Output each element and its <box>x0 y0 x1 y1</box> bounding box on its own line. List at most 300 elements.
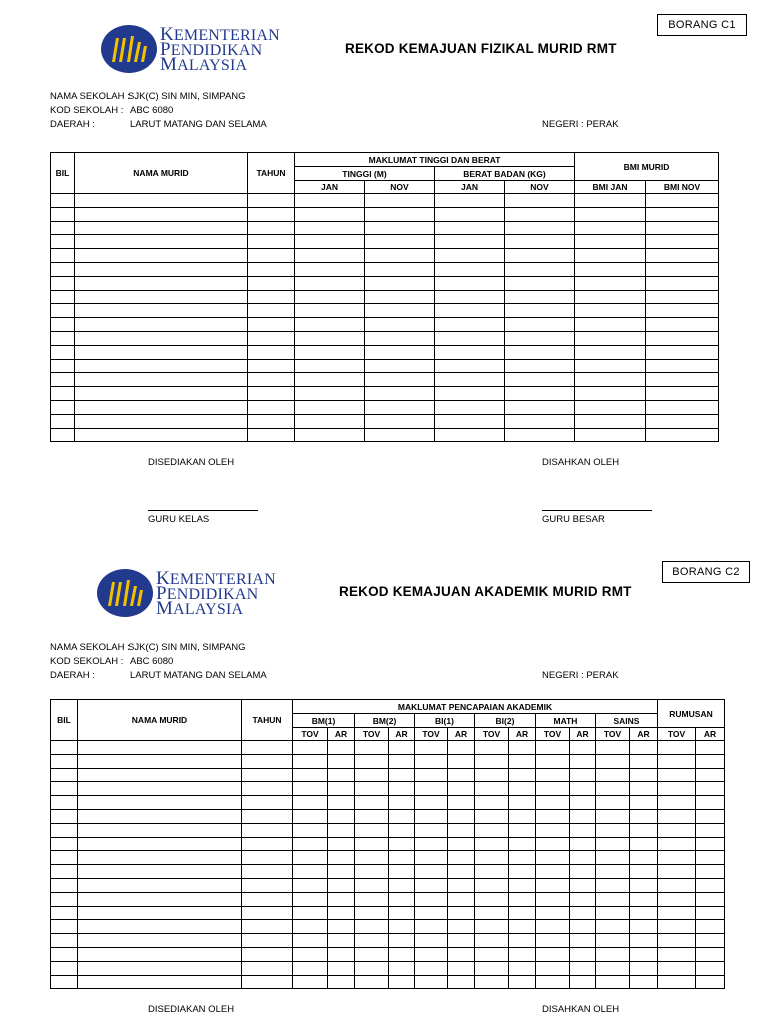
table-cell[interactable] <box>75 400 248 414</box>
table-cell[interactable] <box>415 892 448 906</box>
table-cell[interactable] <box>355 947 389 961</box>
table-cell[interactable] <box>509 837 536 851</box>
table-cell[interactable] <box>448 920 475 934</box>
table-cell[interactable] <box>536 947 570 961</box>
table-cell[interactable] <box>242 741 293 755</box>
table-cell[interactable] <box>242 809 293 823</box>
table-cell[interactable] <box>596 851 630 865</box>
table-cell[interactable] <box>51 796 78 810</box>
table-cell[interactable] <box>435 249 505 263</box>
table-cell[interactable] <box>696 892 725 906</box>
table-cell[interactable] <box>536 823 570 837</box>
table-cell[interactable] <box>415 809 448 823</box>
table-cell[interactable] <box>475 809 509 823</box>
table-cell[interactable] <box>365 428 435 442</box>
table-cell[interactable] <box>293 920 328 934</box>
table-cell[interactable] <box>75 359 248 373</box>
table-cell[interactable] <box>575 304 646 318</box>
table-cell[interactable] <box>242 906 293 920</box>
table-cell[interactable] <box>415 975 448 989</box>
table-cell[interactable] <box>658 920 696 934</box>
table-cell[interactable] <box>78 865 242 879</box>
table-cell[interactable] <box>415 906 448 920</box>
table-cell[interactable] <box>242 934 293 948</box>
table-cell[interactable] <box>696 920 725 934</box>
table-cell[interactable] <box>389 768 415 782</box>
table-cell[interactable] <box>293 906 328 920</box>
table-cell[interactable] <box>570 782 596 796</box>
table-cell[interactable] <box>596 920 630 934</box>
table-cell[interactable] <box>51 235 75 249</box>
table-cell[interactable] <box>75 276 248 290</box>
table-cell[interactable] <box>51 865 78 879</box>
table-cell[interactable] <box>646 400 719 414</box>
table-cell[interactable] <box>51 221 75 235</box>
table-cell[interactable] <box>51 920 78 934</box>
table-cell[interactable] <box>646 373 719 387</box>
table-cell[interactable] <box>75 331 248 345</box>
table-cell[interactable] <box>435 387 505 401</box>
table-cell[interactable] <box>696 934 725 948</box>
table-cell[interactable] <box>570 768 596 782</box>
table-cell[interactable] <box>505 221 575 235</box>
table-cell[interactable] <box>435 207 505 221</box>
table-cell[interactable] <box>596 975 630 989</box>
table-cell[interactable] <box>646 262 719 276</box>
table-cell[interactable] <box>509 851 536 865</box>
table-cell[interactable] <box>389 961 415 975</box>
table-cell[interactable] <box>475 892 509 906</box>
table-cell[interactable] <box>646 207 719 221</box>
table-cell[interactable] <box>78 741 242 755</box>
table-cell[interactable] <box>78 796 242 810</box>
table-cell[interactable] <box>575 207 646 221</box>
table-cell[interactable] <box>51 741 78 755</box>
table-cell[interactable] <box>78 920 242 934</box>
table-cell[interactable] <box>435 345 505 359</box>
table-cell[interactable] <box>570 920 596 934</box>
table-cell[interactable] <box>295 387 365 401</box>
table-cell[interactable] <box>630 934 658 948</box>
table-cell[interactable] <box>389 782 415 796</box>
table-cell[interactable] <box>365 331 435 345</box>
table-cell[interactable] <box>696 741 725 755</box>
table-cell[interactable] <box>509 934 536 948</box>
table-cell[interactable] <box>575 290 646 304</box>
table-cell[interactable] <box>355 920 389 934</box>
table-cell[interactable] <box>448 782 475 796</box>
table-cell[interactable] <box>570 865 596 879</box>
table-cell[interactable] <box>415 851 448 865</box>
table-cell[interactable] <box>293 892 328 906</box>
table-cell[interactable] <box>575 373 646 387</box>
table-cell[interactable] <box>658 906 696 920</box>
table-cell[interactable] <box>435 373 505 387</box>
table-cell[interactable] <box>75 387 248 401</box>
table-cell[interactable] <box>630 961 658 975</box>
table-cell[interactable] <box>630 782 658 796</box>
table-cell[interactable] <box>475 920 509 934</box>
table-cell[interactable] <box>536 768 570 782</box>
table-cell[interactable] <box>630 754 658 768</box>
table-cell[interactable] <box>355 961 389 975</box>
table-cell[interactable] <box>365 359 435 373</box>
table-cell[interactable] <box>596 906 630 920</box>
table-cell[interactable] <box>242 837 293 851</box>
table-cell[interactable] <box>295 207 365 221</box>
table-cell[interactable] <box>475 768 509 782</box>
table-cell[interactable] <box>389 934 415 948</box>
table-cell[interactable] <box>596 754 630 768</box>
table-cell[interactable] <box>75 194 248 208</box>
table-cell[interactable] <box>536 878 570 892</box>
table-cell[interactable] <box>435 414 505 428</box>
table-cell[interactable] <box>355 837 389 851</box>
table-cell[interactable] <box>51 428 75 442</box>
table-cell[interactable] <box>78 975 242 989</box>
table-cell[interactable] <box>536 975 570 989</box>
table-cell[interactable] <box>658 975 696 989</box>
table-cell[interactable] <box>295 318 365 332</box>
table-cell[interactable] <box>630 809 658 823</box>
table-cell[interactable] <box>435 262 505 276</box>
table-cell[interactable] <box>415 947 448 961</box>
table-cell[interactable] <box>448 892 475 906</box>
table-cell[interactable] <box>505 235 575 249</box>
table-cell[interactable] <box>328 796 355 810</box>
table-cell[interactable] <box>328 920 355 934</box>
table-cell[interactable] <box>78 906 242 920</box>
table-cell[interactable] <box>365 400 435 414</box>
table-cell[interactable] <box>696 865 725 879</box>
table-cell[interactable] <box>658 768 696 782</box>
table-cell[interactable] <box>658 741 696 755</box>
table-cell[interactable] <box>435 290 505 304</box>
table-cell[interactable] <box>75 262 248 276</box>
table-cell[interactable] <box>295 290 365 304</box>
table-cell[interactable] <box>658 754 696 768</box>
table-cell[interactable] <box>365 290 435 304</box>
table-cell[interactable] <box>509 906 536 920</box>
table-cell[interactable] <box>630 892 658 906</box>
table-cell[interactable] <box>575 387 646 401</box>
table-cell[interactable] <box>630 796 658 810</box>
table-cell[interactable] <box>365 318 435 332</box>
table-cell[interactable] <box>389 906 415 920</box>
table-cell[interactable] <box>365 249 435 263</box>
table-cell[interactable] <box>658 782 696 796</box>
table-cell[interactable] <box>505 262 575 276</box>
table-cell[interactable] <box>293 782 328 796</box>
table-cell[interactable] <box>646 345 719 359</box>
table-cell[interactable] <box>75 207 248 221</box>
table-cell[interactable] <box>570 892 596 906</box>
table-cell[interactable] <box>415 865 448 879</box>
table-cell[interactable] <box>570 796 596 810</box>
table-cell[interactable] <box>696 975 725 989</box>
table-cell[interactable] <box>51 851 78 865</box>
table-cell[interactable] <box>448 865 475 879</box>
table-cell[interactable] <box>248 345 295 359</box>
table-cell[interactable] <box>696 823 725 837</box>
table-cell[interactable] <box>575 194 646 208</box>
table-cell[interactable] <box>78 782 242 796</box>
table-cell[interactable] <box>389 947 415 961</box>
table-cell[interactable] <box>509 961 536 975</box>
table-cell[interactable] <box>51 331 75 345</box>
table-cell[interactable] <box>658 892 696 906</box>
table-cell[interactable] <box>505 400 575 414</box>
table-cell[interactable] <box>295 373 365 387</box>
table-cell[interactable] <box>536 837 570 851</box>
table-cell[interactable] <box>475 878 509 892</box>
table-cell[interactable] <box>448 851 475 865</box>
table-cell[interactable] <box>536 934 570 948</box>
table-cell[interactable] <box>505 276 575 290</box>
table-cell[interactable] <box>536 865 570 879</box>
table-cell[interactable] <box>596 878 630 892</box>
table-cell[interactable] <box>646 428 719 442</box>
table-cell[interactable] <box>536 906 570 920</box>
table-cell[interactable] <box>365 276 435 290</box>
table-cell[interactable] <box>51 892 78 906</box>
table-cell[interactable] <box>75 304 248 318</box>
table-cell[interactable] <box>293 947 328 961</box>
table-cell[interactable] <box>365 221 435 235</box>
table-cell[interactable] <box>293 768 328 782</box>
table-cell[interactable] <box>293 865 328 879</box>
table-cell[interactable] <box>505 194 575 208</box>
table-cell[interactable] <box>505 207 575 221</box>
table-cell[interactable] <box>475 975 509 989</box>
table-cell[interactable] <box>475 947 509 961</box>
table-cell[interactable] <box>75 235 248 249</box>
table-cell[interactable] <box>575 262 646 276</box>
table-cell[interactable] <box>295 221 365 235</box>
table-cell[interactable] <box>630 906 658 920</box>
table-cell[interactable] <box>658 851 696 865</box>
table-cell[interactable] <box>630 741 658 755</box>
table-cell[interactable] <box>51 249 75 263</box>
table-cell[interactable] <box>295 400 365 414</box>
table-cell[interactable] <box>475 851 509 865</box>
table-cell[interactable] <box>596 892 630 906</box>
table-cell[interactable] <box>389 823 415 837</box>
table-cell[interactable] <box>696 878 725 892</box>
table-cell[interactable] <box>448 741 475 755</box>
table-cell[interactable] <box>355 823 389 837</box>
table-cell[interactable] <box>78 809 242 823</box>
table-cell[interactable] <box>696 947 725 961</box>
table-cell[interactable] <box>242 823 293 837</box>
table-cell[interactable] <box>505 318 575 332</box>
table-cell[interactable] <box>51 373 75 387</box>
table-cell[interactable] <box>293 837 328 851</box>
table-cell[interactable] <box>536 809 570 823</box>
table-cell[interactable] <box>658 934 696 948</box>
table-cell[interactable] <box>448 878 475 892</box>
table-cell[interactable] <box>596 947 630 961</box>
table-cell[interactable] <box>295 262 365 276</box>
table-cell[interactable] <box>328 741 355 755</box>
table-cell[interactable] <box>248 262 295 276</box>
table-cell[interactable] <box>293 934 328 948</box>
table-cell[interactable] <box>575 400 646 414</box>
table-cell[interactable] <box>293 809 328 823</box>
table-cell[interactable] <box>328 754 355 768</box>
table-cell[interactable] <box>293 754 328 768</box>
table-cell[interactable] <box>328 823 355 837</box>
table-cell[interactable] <box>630 851 658 865</box>
table-cell[interactable] <box>242 865 293 879</box>
table-cell[interactable] <box>365 194 435 208</box>
table-cell[interactable] <box>646 249 719 263</box>
table-cell[interactable] <box>475 796 509 810</box>
table-cell[interactable] <box>505 249 575 263</box>
table-cell[interactable] <box>448 796 475 810</box>
table-cell[interactable] <box>389 754 415 768</box>
table-cell[interactable] <box>509 865 536 879</box>
table-cell[interactable] <box>51 947 78 961</box>
table-cell[interactable] <box>293 961 328 975</box>
table-cell[interactable] <box>293 741 328 755</box>
table-cell[interactable] <box>596 782 630 796</box>
table-cell[interactable] <box>435 318 505 332</box>
table-cell[interactable] <box>51 194 75 208</box>
table-cell[interactable] <box>415 920 448 934</box>
table-cell[interactable] <box>248 400 295 414</box>
table-cell[interactable] <box>78 934 242 948</box>
table-cell[interactable] <box>630 823 658 837</box>
table-cell[interactable] <box>646 331 719 345</box>
table-cell[interactable] <box>475 865 509 879</box>
table-cell[interactable] <box>630 878 658 892</box>
table-cell[interactable] <box>389 892 415 906</box>
table-cell[interactable] <box>596 961 630 975</box>
table-cell[interactable] <box>435 304 505 318</box>
table-cell[interactable] <box>570 906 596 920</box>
table-cell[interactable] <box>505 290 575 304</box>
table-cell[interactable] <box>365 345 435 359</box>
table-cell[interactable] <box>365 262 435 276</box>
table-cell[interactable] <box>295 345 365 359</box>
table-cell[interactable] <box>658 823 696 837</box>
table-cell[interactable] <box>646 304 719 318</box>
table-cell[interactable] <box>696 754 725 768</box>
table-cell[interactable] <box>696 782 725 796</box>
table-cell[interactable] <box>658 837 696 851</box>
table-cell[interactable] <box>505 359 575 373</box>
table-cell[interactable] <box>75 373 248 387</box>
table-cell[interactable] <box>389 920 415 934</box>
table-cell[interactable] <box>242 892 293 906</box>
table-cell[interactable] <box>51 782 78 796</box>
table-cell[interactable] <box>78 768 242 782</box>
table-cell[interactable] <box>248 373 295 387</box>
table-cell[interactable] <box>51 837 78 851</box>
table-cell[interactable] <box>536 754 570 768</box>
table-cell[interactable] <box>78 754 242 768</box>
table-cell[interactable] <box>696 809 725 823</box>
table-cell[interactable] <box>596 934 630 948</box>
table-cell[interactable] <box>415 961 448 975</box>
table-cell[interactable] <box>696 796 725 810</box>
table-cell[interactable] <box>696 837 725 851</box>
table-cell[interactable] <box>51 262 75 276</box>
table-cell[interactable] <box>248 235 295 249</box>
table-cell[interactable] <box>355 975 389 989</box>
table-cell[interactable] <box>293 975 328 989</box>
table-cell[interactable] <box>51 207 75 221</box>
table-cell[interactable] <box>328 851 355 865</box>
table-cell[interactable] <box>78 961 242 975</box>
table-cell[interactable] <box>415 934 448 948</box>
table-cell[interactable] <box>75 414 248 428</box>
table-cell[interactable] <box>570 741 596 755</box>
table-cell[interactable] <box>355 878 389 892</box>
table-cell[interactable] <box>355 892 389 906</box>
table-cell[interactable] <box>505 345 575 359</box>
table-cell[interactable] <box>415 878 448 892</box>
table-cell[interactable] <box>509 768 536 782</box>
table-cell[interactable] <box>51 809 78 823</box>
table-cell[interactable] <box>596 768 630 782</box>
table-cell[interactable] <box>415 837 448 851</box>
table-cell[interactable] <box>389 741 415 755</box>
table-cell[interactable] <box>242 947 293 961</box>
table-cell[interactable] <box>509 741 536 755</box>
table-cell[interactable] <box>389 878 415 892</box>
table-cell[interactable] <box>646 194 719 208</box>
table-cell[interactable] <box>389 865 415 879</box>
table-cell[interactable] <box>328 878 355 892</box>
table-cell[interactable] <box>389 975 415 989</box>
table-cell[interactable] <box>355 809 389 823</box>
table-cell[interactable] <box>75 290 248 304</box>
table-cell[interactable] <box>448 837 475 851</box>
table-cell[interactable] <box>365 387 435 401</box>
table-cell[interactable] <box>295 235 365 249</box>
table-cell[interactable] <box>242 920 293 934</box>
table-cell[interactable] <box>448 947 475 961</box>
table-cell[interactable] <box>509 754 536 768</box>
table-cell[interactable] <box>696 851 725 865</box>
table-cell[interactable] <box>51 878 78 892</box>
table-cell[interactable] <box>448 934 475 948</box>
table-cell[interactable] <box>78 947 242 961</box>
table-cell[interactable] <box>630 768 658 782</box>
table-cell[interactable] <box>570 837 596 851</box>
table-cell[interactable] <box>570 961 596 975</box>
table-cell[interactable] <box>596 865 630 879</box>
table-cell[interactable] <box>295 414 365 428</box>
table-cell[interactable] <box>75 345 248 359</box>
table-cell[interactable] <box>596 741 630 755</box>
table-cell[interactable] <box>248 318 295 332</box>
table-cell[interactable] <box>355 906 389 920</box>
table-cell[interactable] <box>248 414 295 428</box>
table-cell[interactable] <box>293 851 328 865</box>
table-cell[interactable] <box>575 331 646 345</box>
table-cell[interactable] <box>248 221 295 235</box>
table-cell[interactable] <box>248 428 295 442</box>
table-cell[interactable] <box>575 276 646 290</box>
table-cell[interactable] <box>435 331 505 345</box>
table-cell[interactable] <box>536 961 570 975</box>
table-cell[interactable] <box>646 387 719 401</box>
table-cell[interactable] <box>415 754 448 768</box>
table-cell[interactable] <box>475 754 509 768</box>
